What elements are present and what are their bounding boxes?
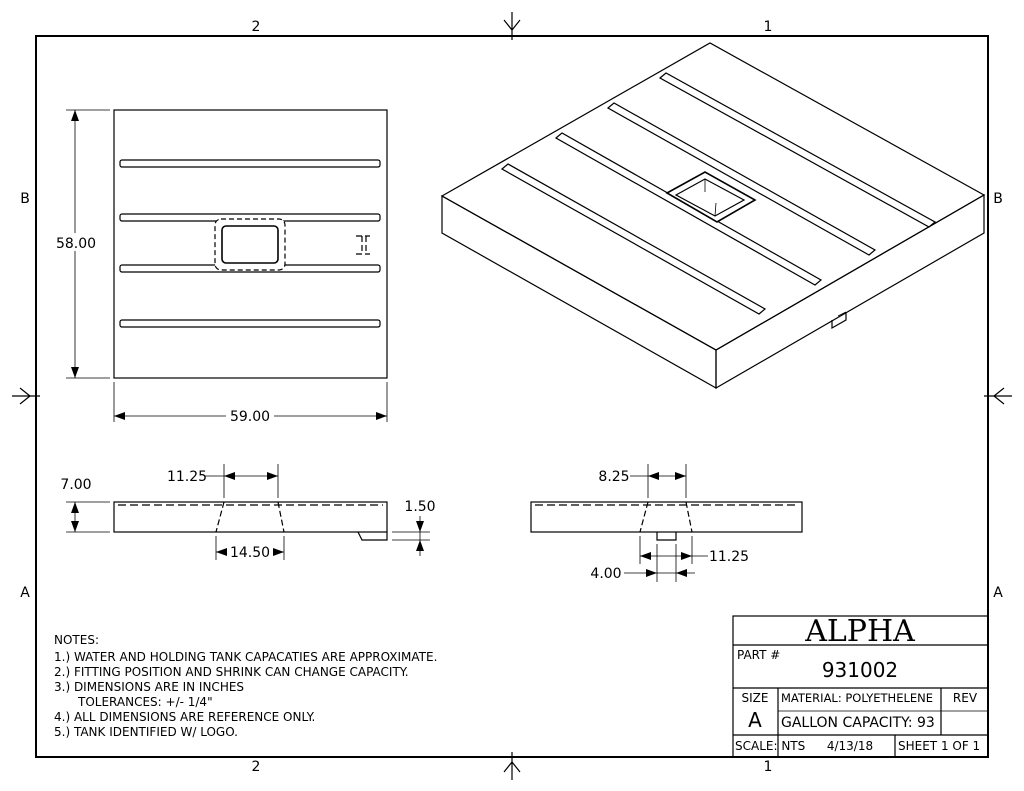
note-item: TOLERANCES: +/- 1/4" <box>78 695 213 709</box>
dim-width-top-label: 59.00 <box>229 409 271 425</box>
zone-row-left-b: B <box>20 191 30 207</box>
note-item: 2.) FITTING POSITION AND SHRINK CAN CHANGE CAPACITY. <box>54 665 409 679</box>
dim-side-step-label: 1.50 <box>404 499 436 515</box>
iso-sump <box>667 172 755 222</box>
material: MATERIAL: POLYETHELENE <box>781 691 934 705</box>
dim-side-opening-top <box>167 464 278 498</box>
title-block <box>733 614 988 757</box>
dim-height-top-label: 58.00 <box>55 236 97 252</box>
dim-front-opening-top-label: 8.25 <box>598 469 630 485</box>
dim-height-top <box>50 110 110 378</box>
dim-side-opening-top-label: 11.25 <box>166 469 208 485</box>
note-item: 5.) TANK IDENTIFIED W/ LOGO. <box>54 725 238 739</box>
zone-col-bottom-left: 2 <box>251 759 261 775</box>
zone-col-top-left: 2 <box>251 19 261 35</box>
zone-row-left-a: A <box>20 585 30 601</box>
dim-front-opening-bottom <box>640 536 749 565</box>
zone-col-bottom-right: 1 <box>763 759 773 775</box>
size-label: SIZE <box>741 691 769 705</box>
front-view <box>531 502 802 540</box>
dim-side-opening-bottom-label: 14.50 <box>229 545 271 561</box>
dim-front-opening-bottom-label: 11.25 <box>708 549 750 565</box>
top-view-channel <box>120 320 380 327</box>
dim-front-boss <box>590 544 695 582</box>
company-name: ALPHA <box>805 614 915 649</box>
notes-heading: NOTES: <box>54 633 99 647</box>
drawing-date: 4/13/18 <box>826 739 874 753</box>
dim-width-top <box>114 382 387 425</box>
part-label: PART # <box>737 648 781 662</box>
note-item: 1.) WATER AND HOLDING TANK CAPACATIES ARE APPROXIMATE. <box>54 650 438 664</box>
top-view <box>114 110 387 378</box>
sheet-number: SHEET 1 OF 1 <box>898 739 981 753</box>
dim-front-opening-top <box>598 464 686 498</box>
dim-height-side-label: 7.00 <box>60 477 92 493</box>
notes-block <box>54 633 437 739</box>
dim-side-step <box>392 499 436 556</box>
scale: SCALE: NTS <box>735 739 806 753</box>
dim-height-side <box>60 477 110 532</box>
top-view-sump <box>222 226 278 263</box>
top-view-channel <box>120 160 380 167</box>
size-value: A <box>748 708 762 732</box>
zone-col-top-right: 1 <box>763 19 773 35</box>
dim-side-opening-bottom <box>216 536 284 561</box>
rev-label: REV <box>952 691 978 705</box>
note-item: 3.) DIMENSIONS ARE IN INCHES <box>54 680 245 694</box>
zone-row-right-a: A <box>993 585 1003 601</box>
side-view <box>114 502 387 540</box>
note-item: 4.) ALL DIMENSIONS ARE REFERENCE ONLY. <box>54 710 316 724</box>
gallon-capacity: GALLON CAPACITY: 93 <box>781 715 935 731</box>
zone-row-right-b: B <box>993 191 1003 207</box>
isometric-view <box>442 43 984 388</box>
part-number: 931002 <box>821 658 899 682</box>
dim-front-boss-label: 4.00 <box>590 566 622 582</box>
top-view-fitting <box>356 236 370 254</box>
